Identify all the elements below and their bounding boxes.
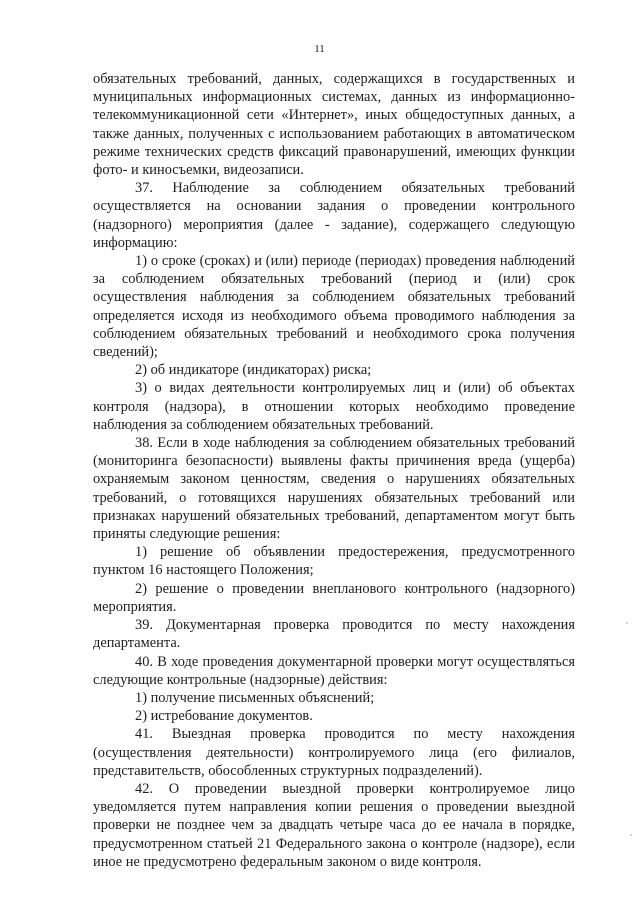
paragraph-40: 40. В ходе проведения документарной проверки могут осуществляться следующие контрольные (надзорные) действия: [93, 653, 575, 688]
document-body [93, 70, 575, 871]
page-number: 11 [314, 43, 325, 55]
list-item-37-1: 1) о сроке (сроках) и (или) периоде (периодах) проведения наблюдений за соблюдением обязательных требований (период и (или) срок осуществления наблюдения за соблюдением обязательных требований определяется исходя из необходимого объема проводимого наблюдения за соблюдением обязательных требований и необходимого срока получения сведений); [93, 253, 575, 361]
paragraph-continued: обязательных требований, данных, содержащихся в государственных и муниципальных информационных системах, данных из информационно-телекоммуникационной сети «Интернет», иных общедоступных данных, а также данных, полученных с использованием работающих в автоматическом режиме технических средств фиксаций правонарушений, имеющих функции фото- и киносъемки, видеозаписи. [93, 71, 575, 179]
list-item-38-1: 1) решение об объявлении предостережения, предусмотренного пунктом 16 настоящего Положения; [93, 544, 575, 579]
list-item-37-3: 3) о видах деятельности контролируемых лиц и (или) об объектах контроля (надзора), в отношении которых необходимо проведение наблюдения за соблюдением обязательных требований. [93, 380, 575, 433]
list-item-40-2: 2) истребование документов. [135, 708, 313, 725]
paragraph-38: 38. Если в ходе наблюдения за соблюдением обязательных требований (мониторинга безопасности) выявлены факты причинения вреда (ущерба) охраняемым законом ценностям, сведения о нарушениях обязательных требований, о готовящихся нарушениях обязательных требований или признаках нарушений обязательных требований, департаментом могут быть приняты следующие решения: [93, 435, 575, 543]
scan-artifact-dot [626, 622, 628, 624]
scan-artifact-dot [630, 834, 632, 836]
paragraph-37: 37. Наблюдение за соблюдением обязательных требований осуществляется на основании задания о проведении контрольного (надзорного) мероприятия (далее - задание), содержащего следующую информацию: [93, 180, 575, 251]
paragraph-39: 39. Документарная проверка проводится по месту нахождения департамента. [93, 617, 575, 652]
list-item-38-2: 2) решение о проведении внепланового контрольного (надзорного) мероприятия. [93, 580, 575, 615]
paragraph-42: 42. О проведении выездной проверки контролируемое лицо уведомляется путем направления копии решения о проведении выездной проверки не позднее чем за двадцать четыре часа до ее начала в порядке, предусмотренном статьей 21 Федерального закона о контроле (надзоре), если иное не предусмотрено федеральным законом о виде контроля. [93, 780, 575, 870]
list-item-37-2: 2) об индикаторе (индикаторах) риска; [135, 362, 372, 379]
list-item-40-1: 1) получение письменных объяснений; [135, 689, 375, 706]
paragraph-41: 41. Выездная проверка проводится по месту нахождения (осуществления деятельности) контролируемого лица (его филиалов, представительств, обособленных структурных подразделений). [93, 726, 575, 779]
